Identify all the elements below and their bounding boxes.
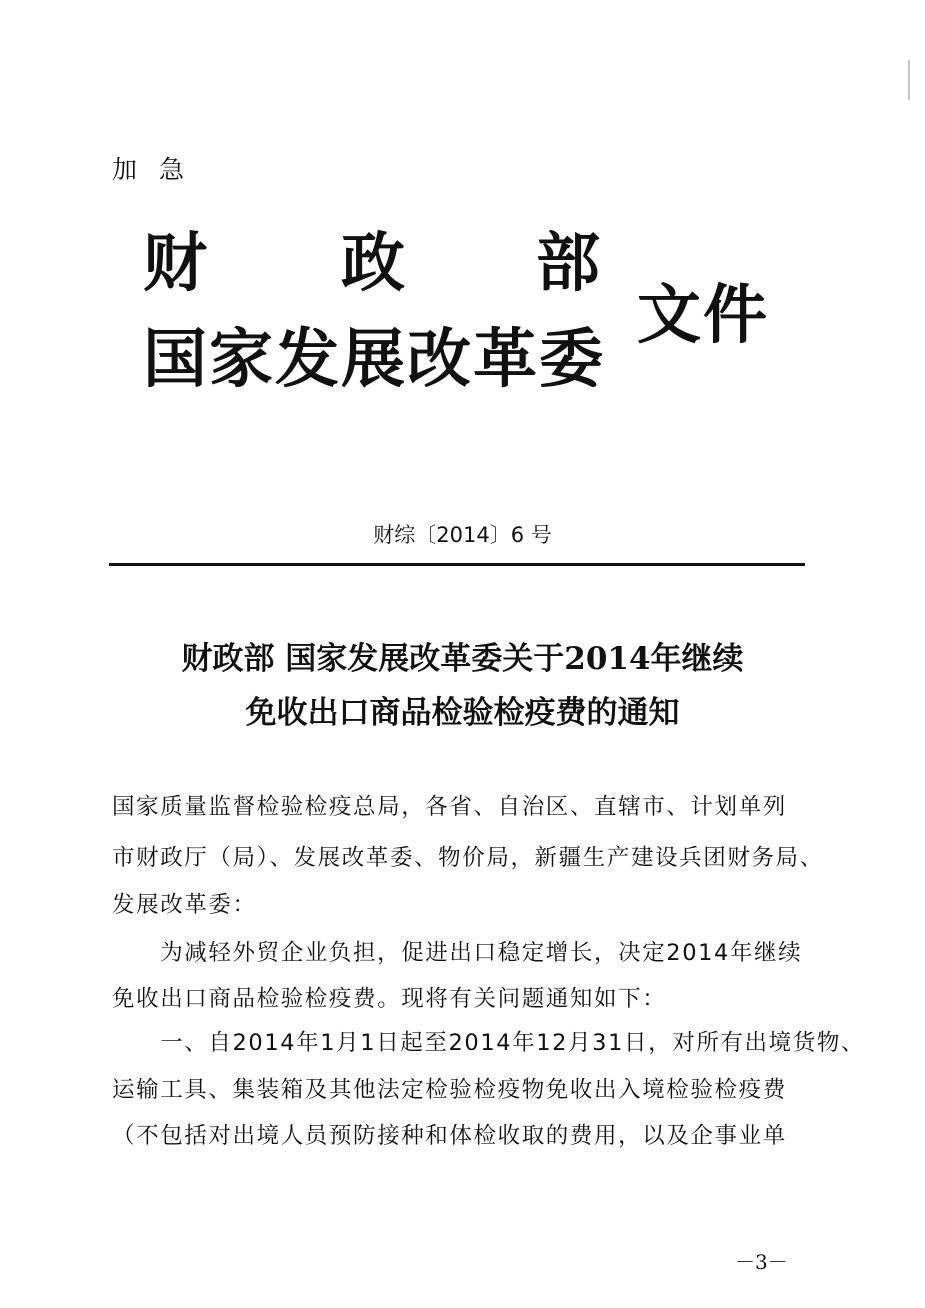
body-line: 发展改革委： — [112, 892, 257, 918]
document-title-line-2: 免收出口商品检验检疫费的通知 — [245, 695, 680, 731]
body-line: 一、自2014年1月1日起至2014年12月31日，对所有出境货物、 — [112, 1030, 866, 1056]
urgency-label: 加急 — [112, 155, 207, 184]
body-line: 为减轻外贸企业负担，促进出口稳定增长，决定2014年继续 — [112, 940, 803, 966]
issuer-char: 政 — [341, 226, 405, 301]
issuer-char: 部 — [536, 226, 600, 301]
document-number: 财综〔2014〕6 号 — [373, 523, 552, 547]
body-line: 国家质量监督检验检疫总局，各省、自治区、直辖市、计划单列 — [112, 794, 787, 820]
page-number: －3－ — [735, 1250, 788, 1274]
issuer-line-ndrc: 国家发展改革委 — [143, 322, 605, 397]
document-label: 文件 — [637, 278, 769, 353]
document-title-line-1: 财政部 国家发展改革委关于2014年继续 — [181, 641, 744, 677]
scan-artifact — [908, 60, 910, 100]
header-divider — [109, 563, 805, 566]
body-line: 运输工具、集装箱及其他法定检验检疫物免收出入境检验检疫费 — [112, 1077, 787, 1103]
body-line: 免收出口商品检验检疫费。现将有关问题通知如下： — [112, 986, 667, 1012]
body-line: （不包括对出境人员预防接种和体检收取的费用，以及企事业单 — [112, 1123, 787, 1149]
body-line: 市财政厅（局）、发展改革委、物价局，新疆生产建设兵团财务局、 — [112, 845, 824, 871]
issuer-char: 财 — [143, 226, 207, 301]
